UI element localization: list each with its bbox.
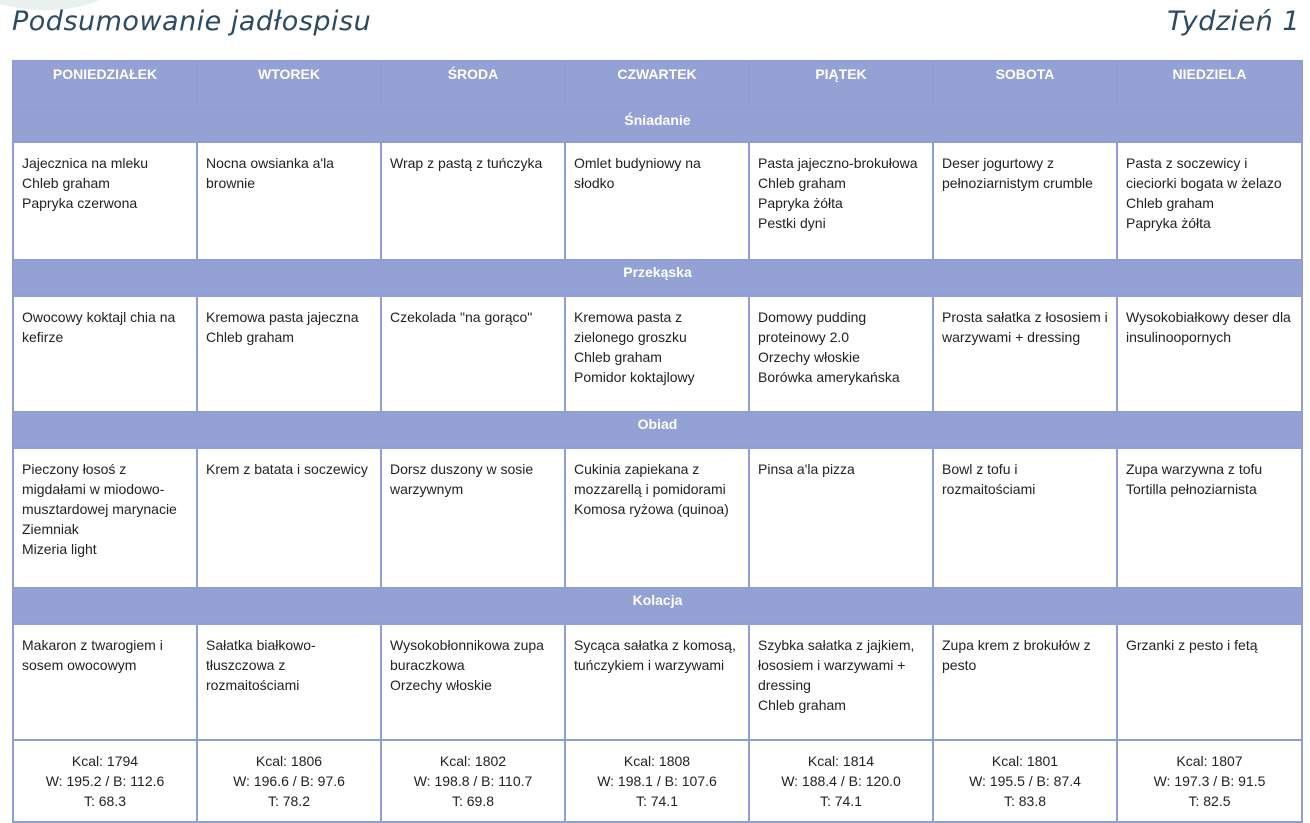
fat-value: T: 68.3	[83, 793, 127, 809]
meal-title-lunch: Obiad	[13, 412, 1302, 448]
meal-items-row	[13, 624, 1302, 740]
meal-cell	[197, 448, 381, 588]
meal-cell	[749, 448, 933, 588]
meal-section-row	[13, 588, 1302, 624]
dish-name: Pomidor koktajlowy	[574, 369, 695, 385]
dish-name: Pasta jajeczno-brokułowa	[758, 155, 918, 171]
calories-value: Kcal: 1807	[1176, 753, 1243, 769]
meal-cell	[565, 448, 749, 588]
dish-name: Owocowy koktajl chia na kefirze	[22, 309, 176, 345]
page-title: Podsumowanie jadłospisu	[12, 6, 372, 37]
dish-name: Czekolada "na gorąco"	[390, 309, 533, 325]
dish-name: Jajecznica na mleku	[22, 155, 149, 171]
meal-cell	[565, 624, 749, 740]
dish-name: Chleb graham	[758, 175, 846, 191]
dish-name: Omlet budyniowy na słodko	[574, 155, 701, 191]
dish-name: Kremowa pasta jajeczna	[206, 309, 359, 325]
meal-cell	[565, 142, 749, 260]
nutrition-summary-cell	[933, 740, 1117, 822]
meal-section-row	[13, 260, 1302, 296]
meal-cell	[565, 296, 749, 412]
fat-value: T: 78.2	[267, 793, 311, 809]
nutrition-summary-cell	[381, 740, 565, 822]
fat-value: T: 69.8	[451, 793, 495, 809]
dish-name: Sycąca sałatka z komosą, tuńczykiem i warzywami	[574, 637, 736, 673]
meal-cell	[13, 448, 197, 588]
dish-name: Zupa warzywna z tofu	[1126, 461, 1263, 477]
dish-name: Pinsa a'la pizza	[758, 461, 855, 477]
fat-value: T: 74.1	[635, 793, 679, 809]
day-header-thursday: CZWARTEK	[565, 61, 749, 108]
dish-name: Makaron z twarogiem i sosem owocowym	[22, 637, 163, 673]
carbs-protein-value: W: 195.5 / B: 87.4	[969, 773, 1081, 789]
meal-cell	[749, 296, 933, 412]
carbs-protein-value: W: 195.2 / B: 112.6	[45, 773, 165, 789]
meal-cell	[933, 142, 1117, 260]
meal-cell	[749, 624, 933, 740]
dish-name: Ziemniak	[22, 521, 79, 537]
dish-name: Orzechy włoskie	[758, 349, 860, 365]
calories-value: Kcal: 1802	[439, 753, 507, 769]
calories-value: Kcal: 1801	[991, 753, 1059, 769]
carbs-protein-value: W: 198.8 / B: 110.7	[413, 773, 533, 789]
meal-cell	[13, 624, 197, 740]
meal-cell	[197, 142, 381, 260]
meal-title-snack: Przekąska	[13, 260, 1302, 296]
meal-plan-table	[12, 60, 1303, 823]
meal-cell	[381, 448, 565, 588]
dish-name: Wysokobiałkowy deser dla insulinoopornych	[1126, 309, 1291, 345]
dish-name: Nocna owsianka a'la brownie	[206, 155, 334, 191]
meal-title-breakfast: Śniadanie	[13, 108, 1302, 142]
dish-name: Chleb graham	[574, 349, 662, 365]
dish-name: Pasta z soczewicy i cieciorki bogata w żelazo	[1126, 155, 1282, 191]
week-label: Tydzień 1	[1167, 6, 1300, 37]
meal-cell	[749, 142, 933, 260]
day-header-friday: PIĄTEK	[749, 61, 933, 108]
carbs-protein-value: W: 198.1 / B: 107.6	[597, 773, 717, 789]
dish-name: Papryka żółta	[1126, 215, 1211, 231]
meal-cell	[381, 624, 565, 740]
dish-name: Cukinia zapiekana z mozzarellą i pomidorami	[574, 461, 726, 497]
meal-items-row	[13, 448, 1302, 588]
meal-cell	[933, 296, 1117, 412]
dish-name: Szybka sałatka z jajkiem, łososiem i warzywami + dressing	[758, 637, 915, 693]
dish-name: Wrap z pastą z tuńczyka	[390, 155, 543, 171]
dish-name: Dorsz duszony w sosie warzywnym	[390, 461, 534, 497]
nutrition-summary-cell	[197, 740, 381, 822]
dish-name: Krem z batata i soczewicy	[206, 461, 368, 477]
calories-value: Kcal: 1808	[623, 753, 691, 769]
dish-name: Chleb graham	[758, 697, 846, 713]
day-header-row	[13, 61, 1302, 108]
calories-value: Kcal: 1806	[255, 753, 323, 769]
carbs-protein-value: W: 197.3 / B: 91.5	[1153, 773, 1266, 789]
calories-value: Kcal: 1814	[807, 753, 875, 769]
dish-name: Tortilla pełnoziarnista	[1126, 481, 1257, 497]
calories-value: Kcal: 1794	[71, 753, 139, 769]
meal-cell	[381, 296, 565, 412]
meal-section-row	[13, 108, 1302, 142]
meal-title-dinner: Kolacja	[13, 588, 1302, 624]
meal-items-row	[13, 142, 1302, 260]
nutrition-summary-cell	[1117, 740, 1302, 822]
day-header-tuesday: WTOREK	[197, 61, 381, 108]
carbs-protein-value: W: 196.6 / B: 97.6	[233, 773, 345, 789]
dish-name: Wysokobłonnikowa zupa buraczkowa	[390, 637, 544, 673]
dish-name: Prosta sałatka z łososiem i warzywami + dressing	[942, 309, 1108, 345]
fat-value: T: 83.8	[1003, 793, 1047, 809]
carbs-protein-value: W: 188.4 / B: 120.0	[781, 773, 901, 789]
meal-cell	[1117, 296, 1302, 412]
meal-section-row	[13, 412, 1302, 448]
dish-name: Kremowa pasta z zielonego groszku	[574, 309, 687, 345]
meal-cell	[197, 296, 381, 412]
meal-cell	[13, 142, 197, 260]
nutrition-summary-cell	[565, 740, 749, 822]
dish-name: Papryka żółta	[758, 195, 843, 211]
dish-name: Chleb graham	[206, 329, 294, 345]
fat-value: T: 74.1	[819, 793, 863, 809]
dish-name: Deser jogurtowy z pełnoziarnistym crumble	[942, 155, 1093, 191]
meal-cell	[13, 296, 197, 412]
meal-cell	[933, 624, 1117, 740]
dish-name: Domowy pudding proteinowy 2.0	[758, 309, 867, 345]
nutrition-summary-cell	[749, 740, 933, 822]
dish-name: Papryka czerwona	[22, 195, 138, 211]
dish-name: Sałatka białkowo-tłuszczowa z rozmaitościami	[206, 637, 316, 693]
day-header-monday: PONIEDZIAŁEK	[13, 61, 197, 108]
meal-cell	[381, 142, 565, 260]
dish-name: Orzechy włoskie	[390, 677, 492, 693]
meal-items-row	[13, 296, 1302, 412]
dish-name: Mizeria light	[22, 541, 97, 557]
fat-value: T: 82.5	[1188, 793, 1231, 809]
meal-cell	[1117, 624, 1302, 740]
dish-name: Borówka amerykańska	[758, 369, 900, 385]
dish-name: Zupa krem z brokułów z pesto	[942, 637, 1091, 673]
dish-name: Pieczony łosoś z migdałami w miodowo-musztardowej marynacie	[22, 461, 177, 517]
dish-name: Pestki dyni	[758, 215, 826, 231]
dish-name: Grzanki z pesto i fetą	[1126, 637, 1258, 653]
day-header-wednesday: ŚRODA	[381, 61, 565, 108]
day-header-sunday: NIEDZIELA	[1117, 61, 1302, 108]
meal-cell	[933, 448, 1117, 588]
meal-cell	[1117, 448, 1302, 588]
dish-name: Komosa ryżowa (quinoa)	[574, 501, 729, 517]
meal-cell	[197, 624, 381, 740]
nutrition-summary-row	[13, 740, 1302, 822]
day-header-saturday: SOBOTA	[933, 61, 1117, 108]
dish-name: Bowl z tofu i rozmaitościami	[942, 461, 1036, 497]
dish-name: Chleb graham	[22, 175, 110, 191]
dish-name: Chleb graham	[1126, 195, 1214, 211]
nutrition-summary-cell	[13, 740, 197, 822]
meal-cell	[1117, 142, 1302, 260]
